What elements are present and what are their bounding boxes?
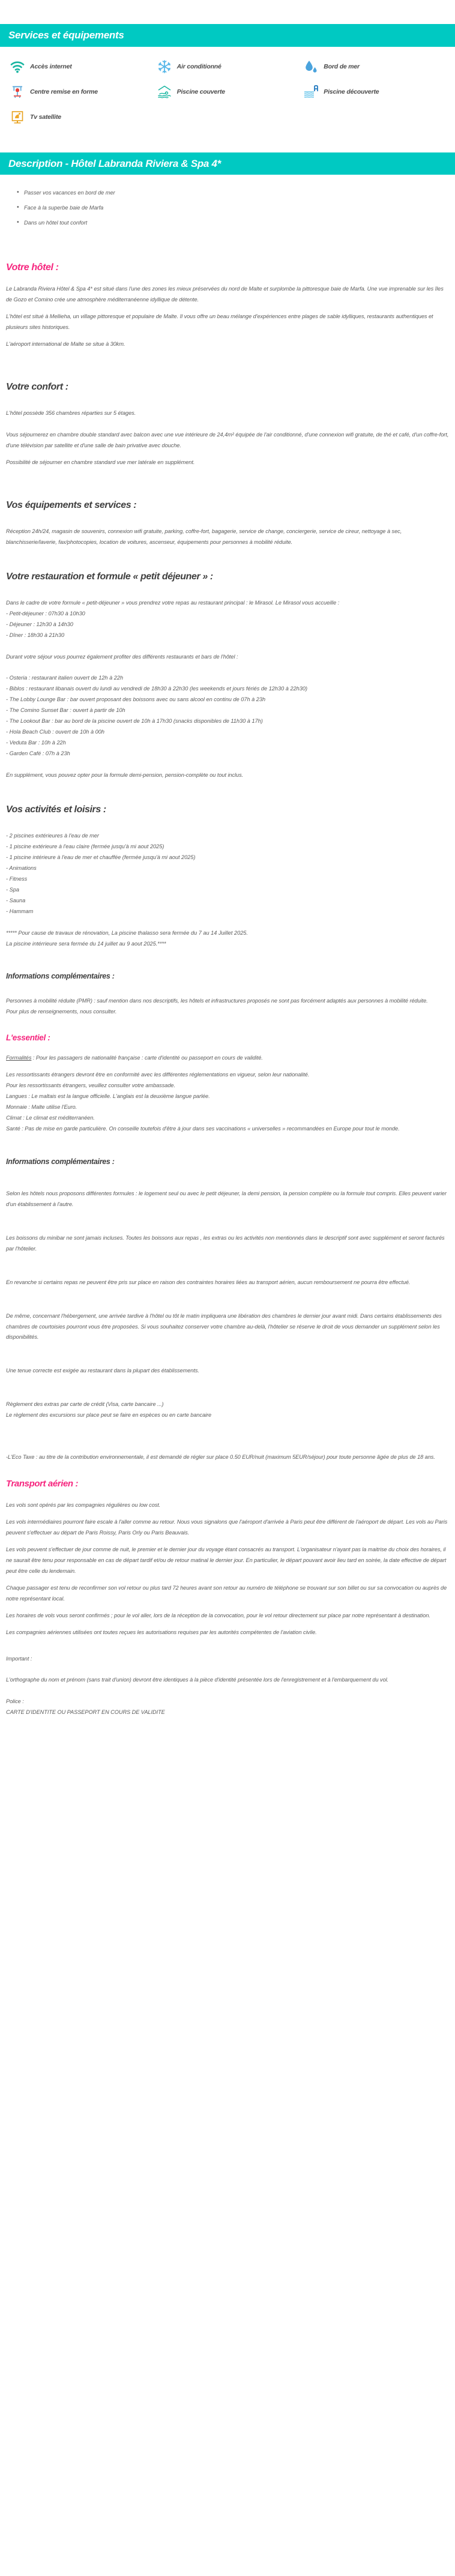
venue-item: - Biblos : restaurant libanais ouvert du lundi au vendredi de 18h30 à 22h30 (les weekends et jours fériés de 12h30 à 22h30) [6,686,308,692]
transport-paragraph-2: Les vols intermédiaires pourront faire escale à l'aller comme au retour. Nous vous signalons que l'aéroport d'arrivée à Paris peut être différent de l'aéroport de départ. Les vols au Paris peuvent s'effectuer au départ de Paris Roissy, Paris Orly ou Paris Beauvais. [6,1519,448,1536]
amenities-grid [0,47,455,134]
gap [6,419,449,430]
transport-paragraph-3: Les vols peuvent s'effectuer de jour comme de nuit, le premier et le dernier jour du voyage étant consacrés au transport. L'organisateur n'ayant pas la maitrise du choix des horaires, il ne saurait être tenu pour responsable en cas de départ tardif et/ou de retour matinal le dernier jour. En particulier, le départ pouvant avoir lieu tard en soirée, la date effective de départ peut être celle du lendemain. [6,1546,447,1574]
activity-item: - Fitness [6,875,28,882]
venue-item: - The Lobby Lounge Bar : bar ouvert proposant des boissons avec ou sans alcool en continu de 07h à 23h [6,696,266,703]
amenity-label: Air conditionné [176,62,221,70]
gap [6,1463,449,1479]
transport-paragraph-1: Les vols sont opérés par les compagnies régulières ou low cost. [6,1502,161,1509]
important-title: Important : [6,1655,32,1662]
confort-paragraph-2: Vous séjournerez en chambre double standard avec balcon avec une vue intérieure de 24,4m² équipée de l'air conditionné, d'une connexion wifi gratuite, de thé et café, d'un coffre-fort, d'une télévision par satellite et d'une salle de bain privative avec douche. [6,431,449,448]
venue-item: - Hola Beach Club : ouvert de 10h à 00h [6,729,104,735]
transport-paragraph-5: Les horaires de vols vous seront confirmés ; pour le vol aller, lors de la réception de la convocation, pour le vol retour directement sur place par notre représentant à destination. [6,1612,430,1618]
gap [6,641,449,652]
amenity-item [301,80,448,106]
gap [6,917,449,928]
gap [6,1255,449,1277]
section-title-transport: Transport aérien : [6,1479,79,1489]
services-banner-wrap [0,24,455,47]
amenity-label: Centre remise en forme [30,88,98,95]
infos2-paragraph-7: Le règlement des excursions sur place peut se faire en espèces ou en carte bancaire [6,1412,212,1419]
venue-item: - The Lookout Bar : bar au bord de la piscine ouvert de 10h à 17h30 (snacks disponibles de 11h30 à 17h) [6,718,263,725]
activities-note-1: ***** Pour cause de travaux de rénovation, La piscine thalasso sera fermée du 7 au 14 Juillet 2025. [6,929,248,936]
gap [6,759,449,770]
essentiel-paragraph-3: Langues : Le maltais est la langue officielle. L'anglais est la deuxième langue parlée. [6,1093,210,1100]
amenity-label: Accès internet [30,62,72,70]
hotel-paragraph-1: Le Labranda Riviera Hôtel & Spa 4* est situé dans l'une des zones les mieux préservées du nord de Malte et surplombe la pittoresque baie de Marfa. Une vue imprenable sur les îles de Gozo et Comino crée une atmosphère méditerranéenne idyllique de détente. [6,285,444,303]
section-title-restauration: Votre restauration et formule « petit déjeuner » : [6,571,213,582]
section-gap [0,134,455,152]
essentiel-paragraph-6: Santé : Pas de mise en garde particulière. On conseille toutefois d'être à jour dans ses vaccinations « universelles » recommandées en Europe pour tout le monde. [6,1125,400,1132]
venue-item: - Veduta Bar : 10h à 22h [6,740,66,746]
description-banner-wrap [0,152,455,175]
gap [6,451,449,457]
important-paragraph-1: L'orthographe du nom et prénom (sans trait d'union) devront être identiques à la pièce d'identité présentée lors de l'enregistrement et à l'embarquement du vol. [6,1677,389,1683]
formalites-label: Formalités [6,1055,32,1061]
fitness-icon [10,84,25,100]
description-body [0,175,455,1729]
list-item: • Dans un hôtel tout confort [18,216,449,231]
indoor-pool-icon [157,84,172,100]
amenity-item [7,55,154,80]
infos2-paragraph-3: En revanche si certains repas ne peuvent être pris sur place en raison des contraintes horaires liées au transport aérien, aucun remboursement ne pourra être effectué. [6,1279,411,1285]
gap [6,511,449,526]
activity-item: - 2 piscines extérieures à l'eau de mer [6,833,99,839]
gap [6,1489,449,1500]
activities-note-2: La piscine intérrieure sera fermée du 14 juillet au 9 aout 2025.**** [6,940,166,947]
venue-item: - The Comino Sunset Bar : ouvert à partir de 10h [6,707,125,714]
gap [6,1042,449,1053]
gap [6,1343,449,1366]
gap [6,1135,449,1157]
gap [6,815,449,831]
confort-paragraph-3: Possibilité de séjourner en chambre standard vue mer latérale en supplément. [6,459,195,465]
gap [6,273,449,284]
activity-item: - 1 piscine intérieure à l'eau de mer et chauffée (fermée jusqu'à mi aout 2025) [6,854,196,860]
infos1-paragraph-2: Pour plus de renseignements, nous consulter. [6,1009,117,1015]
gap [6,306,449,312]
amenity-item [154,55,301,80]
gap [6,1605,449,1611]
amenity-item [7,80,154,106]
infos2-paragraph-5: Une tenue correcte est exigée au restaurant dans la plupart des établissements. [6,1368,199,1374]
essentiel-paragraph-1: Les ressortissants étrangers devront être en conformité avec les différentes réglementations en vigueur, selon leur nationalité. [6,1072,310,1078]
amenity-label: Piscine découverte [324,88,379,95]
gap [6,1166,449,1189]
gap [6,548,449,571]
activity-item: - Sauna [6,897,26,903]
gap [6,1421,449,1452]
gap [6,1718,449,1729]
amenity-label: Tv satellite [30,113,61,121]
gap [6,662,449,673]
gap [6,1539,449,1545]
gap [6,781,449,804]
list-item: • Passer vos vacances en bord de mer [18,186,449,201]
gap [6,333,449,339]
restauration-paragraph-2: Durant votre séjour vous pourrez également profiter des différents restaurants et bars de l'hôtel : [6,653,238,660]
water-drop-icon [303,59,319,74]
description-banner-title: Description - Hôtel Labranda Riviera & Spa 4* [0,152,455,175]
section-title-activites: Vos activités et loisirs : [6,804,106,815]
top-spacer [0,0,455,24]
gap [6,582,449,598]
hotel-paragraph-2: L'hôtel est situé à Mellieha, un village pittoresque et populaire de Malte. Il vous offre un beau mélange d'expériences entre plages de sable idylliques, restaurants authentiques et plusieurs sites historiques. [6,313,433,330]
wifi-icon [10,59,25,74]
restauration-paragraph-3: En supplément, vous pouvez opter pour la formule demi-pension, pension-complète ou tout inclus. [6,771,244,778]
infos2-paragraph-4: De même, concernant l'hébergement, une arrivée tardive à l'hôtel ou tôt le matin impliquera une libération des chambres le dernier jour avant midi. Dans certains établissements des chambres de courtoisies pourront vous être proposées. Si vous souhaitez conserver votre chambre au-delà, l'hôtelier se réserve le droit de vous demander un supplément selon les disponibilités. [6,1312,442,1341]
transport-paragraph-4: Chaque passager est tenu de reconfirmer son vol retour ou plus tard 72 heures avant son retour au numéro de téléphone se trouvant sur son billet ou sur sa convocation ou auprès de notre représentant local. [6,1584,447,1602]
police-text: CARTE D'IDENTITE OU PASSEPORT EN COURS DE VALIDITE [6,1709,165,1716]
activity-item: - 1 piscine extérieure à l'eau claire (fermée jusqu'à mi aout 2025) [6,843,164,850]
meal-time: - Dîner : 18h30 à 21h30 [6,632,65,638]
section-title-infos-1: Informations complémentaires : [6,972,115,981]
intro-bullet-list [6,186,449,231]
gap [6,1288,449,1311]
gap [6,1511,449,1517]
amenity-item [154,80,301,106]
meal-time: - Petit-déjeuner : 07h30 à 10h30 [6,610,85,617]
gap [6,1577,449,1583]
infos2-paragraph-8: -L'Eco Taxe : au titre de la contribution environnementale, il est demandé de régler sur place 0.50 EUR/nuit (maximum 5EUR/séjour) pour toute personne âgée de plus de 18 ans. [6,1454,435,1461]
gap [6,175,449,186]
formalites-text: : Pour les passagers de nationalité française : carte d'identité ou passeport en cours de validité. [31,1055,263,1061]
equipements-paragraph-1: Réception 24h/24, magasin de souvenirs, connexion wifi gratuite, parking, coffre-fort, bagagerie, service de change, conciergerie, service de cireur, nettoyage à sec, blanchisserie/laverie, fax/photocopies, location de voitures, ascenseur, équipements pour personnes à mobilité réduite. [6,528,402,545]
snowflake-icon [157,59,172,74]
section-title-confort: Votre confort : [6,381,68,392]
gap [6,1621,449,1627]
gap [6,1664,449,1675]
gap [6,393,449,408]
gap [6,1064,449,1070]
gap [6,1638,449,1654]
transport-paragraph-6: Les compagnies aériennes utilisées ont toutes reçues les autorisations requises par les autorités compétentes de l'aviation civile. [6,1629,317,1635]
gap [6,350,449,381]
activity-item: - Animations [6,864,37,871]
venue-item: - Osteria : restaurant italien ouvert de 12h à 22h [6,675,124,681]
amenity-item [7,106,154,131]
satellite-tv-icon [10,109,25,125]
amenity-label: Bord de mer [324,62,360,70]
hotel-paragraph-3: L'aéroport international de Malte se situe à 30km. [6,340,125,347]
gap [6,949,449,972]
outdoor-pool-icon [303,84,319,100]
gap [6,980,449,996]
gap [6,468,449,499]
section-title-hotel: Votre hôtel : [6,262,59,273]
list-item: • Face à la superbe baie de Marfa [18,201,449,216]
section-title-infos-2: Informations complémentaires : [6,1157,115,1166]
essentiel-paragraph-2: Pour les ressortissants étrangers, veuillez consulter votre ambassade. [6,1082,175,1089]
amenity-label: Piscine couverte [176,88,225,95]
confort-paragraph-1: L'hôtel possède 356 chambres réparties sur 5 étages. [6,409,136,416]
infos2-paragraph-2: Les boissons du minibar ne sont jamais incluses. Toutes les boissons aux repas , les extras ou les activités non mentionnés dans le descriptif sont avec supplément et seront facturés par l'hôtelier. [6,1234,445,1252]
infos2-paragraph-6: Règlement des extras par carte de crédit (Visa, carte bancaire ...) [6,1401,164,1408]
police-label: Police : [6,1698,24,1705]
section-title-essentiel: L'essentiel : [6,1033,50,1043]
formalites-line [6,1053,449,1064]
essentiel-paragraph-5: Climat : Le climat est méditerranéen. [6,1115,95,1121]
restauration-paragraph-1: Dans le cadre de votre formule « petit-déjeuner » vous prendrez votre repas au restaurant principal : le Mirasol. Le Mirasol vous accueille : [6,599,340,606]
activity-item: - Spa [6,886,19,893]
infos2-paragraph-1: Selon les hôtels nous proposons différentes formules : le logement seul ou avec le petit déjeuner, la demi pension, la pension complète ou la formule tout compris. Elles peuvent varier d'un établissement à l'autre. [6,1190,447,1207]
gap [6,231,449,262]
venue-item: - Garden Café : 07h à 23h [6,750,70,757]
amenity-item [301,55,448,80]
services-banner-title: Services et équipements [0,24,455,47]
gap [6,1018,449,1033]
gap [6,1686,449,1697]
essentiel-paragraph-4: Monnaie : Malte utilise l'Euro. [6,1104,77,1111]
section-title-equipements: Vos équipements et services : [6,499,137,510]
activity-item: - Hammam [6,908,34,914]
gap [6,1210,449,1233]
gap [6,1377,449,1399]
infos1-paragraph-1: Personnes à mobilité réduite (PMR) : sauf mention dans nos descriptifs, les hôtels et infrastructures proposés ne sont pas forcément adaptés aux personnes à mobilité réduite. [6,998,428,1004]
meal-time: - Déjeuner : 12h30 à 14h30 [6,621,73,627]
